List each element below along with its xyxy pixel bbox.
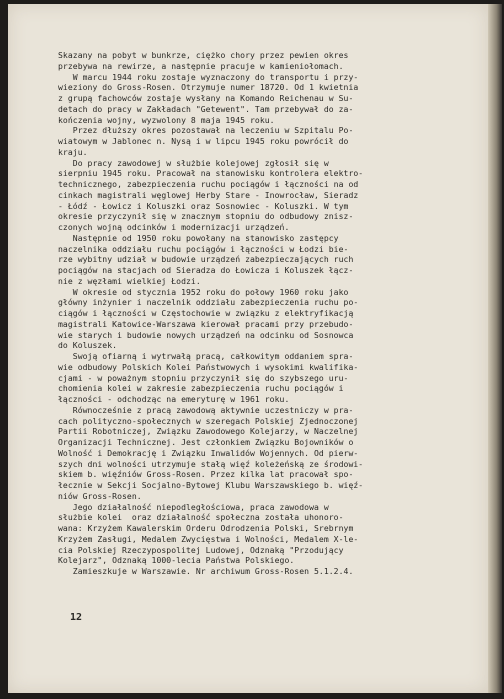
text-line: rze wybitny udział w budowie urządzeń zabezpieczających ruch (58, 254, 354, 265)
text-line: Równocześnie z pracą zawodową aktywnie uczestniczy w pra- (58, 404, 354, 415)
text-line: Wolność i Demokrację i Związku Inwalidów Wojennych. Od pierw- (58, 447, 359, 458)
text-line: okresie przyczynił się w znacznym stopniu do odbudowy znisz- (58, 211, 354, 222)
text-line: sierpniu 1945 roku. Pracował na stanowisku kontrolera elektro- (58, 168, 364, 179)
text-line: magistrali Katowice-Warszawa kierował pracami przy przebudo- (58, 318, 354, 329)
text-line: Następnie od 1950 roku powołany na stanowisko zastępcy (58, 232, 339, 243)
text-line: łecznie w Sekcji Socjalno-Bytowej Klubu Warszawskiego b. więź- (58, 480, 364, 490)
text-line: główny inżynier i naczelnik oddziału zabezpieczenia ruchu po- (58, 297, 359, 308)
text-line: Przez dłuższy okres pozostawał na leczeniu w Szpitalu Po- (58, 125, 354, 136)
text-line: cinkach magistrali węglowej Herby Stare - Inowrocław, Sieradz (58, 189, 359, 200)
text-line: W marcu 1944 roku zostaje wyznaczony do transportu i przy- (58, 71, 359, 82)
text-line: Do pracy zawodowej w służbie kolejowej zgłosił się w (58, 157, 329, 168)
text-line: chomienia kolei w zakresie zabezpieczenia ruchu pociągów i (58, 383, 344, 394)
text-line: czonych wojną odcinków i modernizacji urządzeń. (58, 222, 290, 232)
text-line: wie starych i budowie nowych urządzeń na odcinku od Sosnowca (58, 329, 354, 340)
text-line: kończenia wojny, wyzwolony 8 maja 1945 roku. (58, 114, 275, 125)
text-line: detach do pracy w Zakładach "Getewent". Tam przebywał do za- (58, 103, 354, 114)
text-line: łączności - odchodząc na emeryturę w 1961 roku. (58, 394, 290, 404)
page-edge (488, 4, 502, 693)
text-line: szych dni wolności utrzymuje stałą więź koleżeńską ze środowi- (58, 458, 364, 469)
text-line: nie z węzłami wielkiej Łodzi. (58, 275, 201, 286)
text-line: technicznego, zabezpieczenia ruchu pociągów i łączności na od (58, 179, 359, 189)
text-line: ciągów i łączności w Częstochowie w związku z elektryfikacją (58, 308, 354, 318)
text-line: wiatowym w Jablonec n. Nysą i w lipcu 1945 roku powrócił do (58, 136, 349, 146)
text-line: naczelnika oddziału ruchu pociągów i łączności w Łodzi bie- (58, 243, 349, 254)
text-line: Organizacji Technicznej. Jest członkiem Związku Bojowników o (58, 437, 354, 447)
page-number: 12 (70, 612, 83, 623)
text-line: do Koluszek. (58, 340, 118, 351)
text-line: cach polityczno-społecznych w szeregach Polskiej Zjednoczonej (58, 415, 359, 426)
text-line: pociągów na stacjach od Sieradza do Łowicza i Koluszek łącz- (58, 265, 354, 275)
text-line: Kolejarz", Odznaką 1000-lecia Państwa Polskiego. (58, 555, 295, 566)
text-line: Partii Robotniczej, Związku Zawodowego Kolejarzy, w Naczelnej (58, 426, 359, 437)
text-line: wie odbudowy Polskich Kolei Państwowych i wysokimi kwalifika- (58, 361, 359, 372)
text-line: Krzyżem Zasługi, Medalem Zwycięstwa i Wolności, Medalem X-le- (58, 533, 359, 544)
text-line: Zamieszkuje w Warszawie. Nr archiwum Gross-Rosen 5.1.2.4. (58, 566, 354, 576)
text-line: przebywa na rewirze, a następnie pracuje w kamieniołomach. (58, 60, 344, 71)
text-line: W okresie od stycznia 1952 roku do połowy 1960 roku jako (58, 286, 349, 297)
text-line: wana: Krzyżem Kawalerskim Orderu Odrodzenia Polski, Srebrnym (58, 523, 354, 533)
text-line: niów Gross-Rosen. (58, 490, 142, 501)
body-text (58, 50, 450, 577)
text-line: Jego działalność niepodległościowa, praca zawodowa w (58, 501, 329, 512)
text-line: Swoją ofiarną i wytrwałą pracą, całkowitym oddaniem spra- (58, 351, 354, 361)
text-line: z grupą fachowców zostaje wysłany na Komando Reichenau w Su- (58, 93, 354, 103)
text-line: wieziony do Gross-Rosen. Otrzymuje numer 18720. Od 1 kwietnia (58, 82, 359, 93)
text-line: Skazany na pobyt w bunkrze, ciężko chory przez pewien okres (58, 50, 349, 60)
text-line: kraju. (58, 146, 88, 157)
text-line: służbie kolei oraz działalność społeczna została uhonoro- (58, 512, 344, 523)
text-line: cjami - w poważnym stopniu przyczynił się do szybszego uru- (58, 372, 349, 383)
text-line: - Łódź - Łowicz i Koluszki oraz Sosnowiec - Koluszki. W tym (58, 200, 349, 211)
text-line: skiem b. więźniów Gross-Rosen. Przez kilka lat pracował spo- (58, 469, 354, 480)
text-line: cia Polskiej Rzeczypospolitej Ludowej, Odznaką "Przodujący (58, 544, 344, 555)
